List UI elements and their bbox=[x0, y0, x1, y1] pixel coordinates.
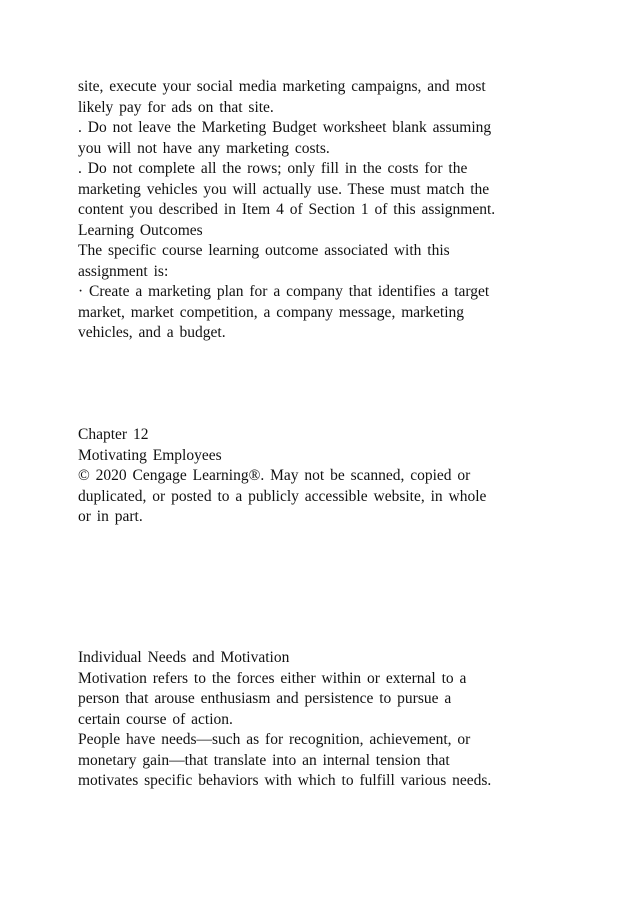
text-line: marketing vehicles you will actually use. These must match the bbox=[78, 180, 490, 198]
text-line: . Do not leave the Marketing Budget worksheet blank assuming bbox=[78, 119, 492, 136]
chapter-number: Chapter 12 bbox=[78, 426, 149, 443]
text-line: Motivation refers to the forces either within or external to a bbox=[78, 669, 467, 687]
text-line: . Do not complete all the rows; only fill in the costs for the bbox=[78, 160, 468, 177]
text-line: · Create a marketing plan for a company that identifies a target bbox=[78, 283, 490, 300]
copyright-notice: © 2020 Cengage Learning®. May not be scanned, copied or bbox=[78, 467, 471, 484]
text-line: content you described in Item 4 of Section 1 of this assignment. bbox=[78, 201, 496, 218]
text-line: you will not have any marketing costs. bbox=[78, 139, 330, 157]
text-line: motivates specific behaviors with which to fulfill various needs. bbox=[78, 772, 492, 789]
text-line: vehicles, and a budget. bbox=[78, 324, 226, 341]
copyright-notice: duplicated, or posted to a publicly accessible website, in whole bbox=[78, 487, 487, 505]
text-line: likely pay for ads on that site. bbox=[78, 98, 274, 116]
text-line: monetary gain—that translate into an internal tension that bbox=[78, 751, 450, 769]
section-heading: Individual Needs and Motivation bbox=[78, 649, 290, 666]
text-line: person that arouse enthusiasm and persistence to pursue a bbox=[78, 690, 452, 707]
text-line: site, execute your social media marketing campaigns, and most bbox=[78, 78, 486, 95]
learning-outcomes-heading: Learning Outcomes bbox=[78, 221, 203, 239]
text-line: People have needs—such as for recognition, achievement, or bbox=[78, 731, 471, 748]
copyright-notice: or in part. bbox=[78, 508, 143, 525]
text-line: certain course of action. bbox=[78, 710, 233, 728]
text-line: The specific course learning outcome associated with this bbox=[78, 242, 450, 259]
chapter-title: Motivating Employees bbox=[78, 446, 222, 464]
chapter-title-block bbox=[78, 425, 578, 528]
assignment-instructions-block bbox=[78, 77, 578, 344]
text-line: market, market competition, a company message, marketing bbox=[78, 303, 465, 321]
motivation-section-block bbox=[78, 648, 578, 792]
text-line: assignment is: bbox=[78, 262, 169, 280]
